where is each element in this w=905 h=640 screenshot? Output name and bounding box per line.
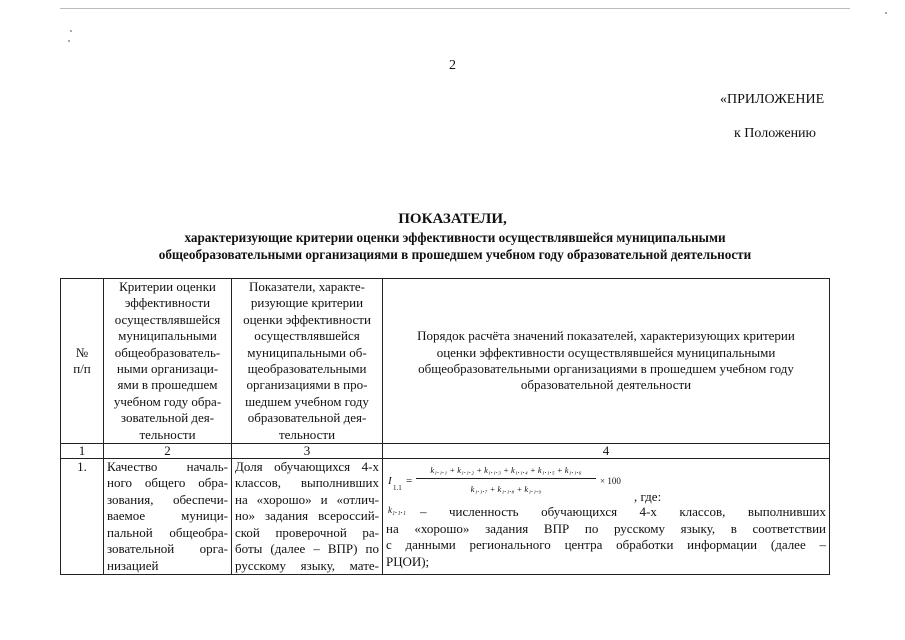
header-line: зовательной дея-	[120, 410, 215, 426]
column-number-row	[61, 444, 830, 459]
header-criteria	[104, 279, 232, 444]
formula-denominator: k₁.₁.₇ + k₁.₁.₈ + k₁.₁.₉	[470, 484, 542, 495]
table-header-row	[61, 279, 830, 444]
subtitle-line: общеобразовательными организациями в прошедшем учебном году образовательной деятельности	[158, 247, 752, 262]
header-line: №	[75, 344, 89, 360]
cell-line: с данными регионального центра обработки информации (далее –	[386, 537, 826, 553]
formula-where: , где:	[634, 489, 662, 505]
header-line: образовательной деятельности	[520, 377, 692, 393]
column-number: 4	[383, 444, 830, 459]
scan-artifact-dot	[885, 12, 887, 14]
scan-artifact-line	[60, 8, 850, 9]
cell-line: ного общего обра-	[107, 475, 228, 491]
header-line: тельности	[278, 426, 336, 442]
appendix-reference: к Положению	[734, 126, 817, 141]
document-title: ПОКАЗАТЕЛИ,	[398, 211, 507, 227]
cell-line: классов, выполнивших	[235, 475, 379, 491]
column-number: 1	[61, 444, 104, 459]
header-line: тельности	[139, 426, 196, 442]
subtitle-line: характеризующие критерии оценки эффективности осуществлявшейся муниципальными	[184, 230, 726, 245]
header-line: оценки эффективности	[243, 311, 371, 327]
cell-line: пальной общеобра-	[107, 524, 228, 540]
cell-line: Доля обучающихся 4-х	[235, 459, 379, 475]
indicator-cell	[232, 459, 383, 575]
cell-line: русскому языку, мате-	[235, 557, 379, 573]
cell-line: ваемое муници-	[107, 508, 228, 524]
header-line: организациями в про-	[246, 377, 368, 393]
cell-line: низацией	[107, 557, 159, 573]
term-text: – численность обучающихся 4-х классов, выполнивших	[420, 504, 826, 520]
criterion-cell	[104, 459, 232, 575]
row-number: 1.	[61, 459, 104, 575]
header-line: учебном году обра-	[113, 393, 222, 409]
header-line: муниципальными об-	[247, 344, 367, 360]
calculation-cell	[383, 459, 830, 575]
header-line: ными организаци-	[116, 361, 219, 377]
header-line: ризующие критерии	[250, 295, 364, 311]
cell-line: но» задания всероссий-	[235, 508, 379, 524]
header-number	[61, 279, 104, 444]
page-number: 2	[449, 58, 456, 73]
scan-artifact-dot	[70, 30, 72, 32]
appendix-title: «ПРИЛОЖЕНИЕ	[720, 92, 825, 107]
header-line: оценки эффективности осуществлявшейся муниципальными	[436, 344, 776, 360]
column-number: 2	[104, 444, 232, 459]
header-line: муниципальными	[118, 328, 217, 344]
indicators-table	[60, 278, 830, 575]
cell-line: зования, обеспечи-	[107, 491, 228, 507]
cell-line: Качество началь-	[107, 459, 228, 475]
term-definition-first-line	[386, 503, 826, 521]
formula-lhs: I	[388, 475, 392, 488]
header-line: п/п	[73, 361, 91, 377]
formula-fraction-bar	[416, 478, 596, 479]
table-row	[61, 459, 830, 575]
cell-line: на «хорошо» и «отлич-	[235, 491, 379, 507]
scan-artifact-dot	[68, 40, 70, 42]
formula	[386, 459, 826, 503]
cell-line: ской проверочной ра-	[235, 524, 379, 540]
header-indicators	[232, 279, 383, 444]
header-line: эффективности	[124, 295, 211, 311]
header-line: общеобразователь-	[114, 344, 221, 360]
header-line: шедшем учебном году	[245, 393, 369, 409]
header-line: осуществлявшейся	[114, 311, 221, 327]
header-line: Показатели, характе-	[248, 279, 366, 294]
column-number: 3	[232, 444, 383, 459]
document-subtitle	[40, 229, 870, 263]
header-line: щеобразовательными	[247, 361, 367, 377]
header-line: общеобразовательными организациями в прошедшем учебном году	[418, 361, 794, 377]
cell-line: на «хорошо» задания ВПР по русскому языку, в соответствии	[386, 521, 826, 537]
header-line: образовательной дея-	[247, 410, 367, 426]
cell-line: РЦОИ);	[386, 553, 430, 569]
header-line: Критерии оценки	[119, 279, 216, 294]
formula-multiplier: × 100	[600, 476, 621, 487]
formula-lhs-subscript: 1.1	[393, 484, 402, 493]
header-calculation	[383, 279, 830, 444]
term-symbol: k₁.₁.₁	[388, 505, 406, 516]
cell-line: боты (далее – ВПР) по	[235, 541, 379, 557]
header-line: ями в прошедшем	[117, 377, 218, 393]
cell-line: зовательной орга-	[107, 541, 228, 557]
formula-numerator: k₁.₁.₁ + k₁.₁.₂ + k₁.₁.₃ + k₁.₁.₄ + k₁.₁.₅ + k₁.₁.₆	[430, 465, 582, 476]
header-line: осуществлявшейся	[254, 328, 360, 344]
header-line: Порядок расчёта значений показателей, характеризующих критерии	[417, 328, 795, 344]
formula-equals: =	[406, 475, 413, 488]
